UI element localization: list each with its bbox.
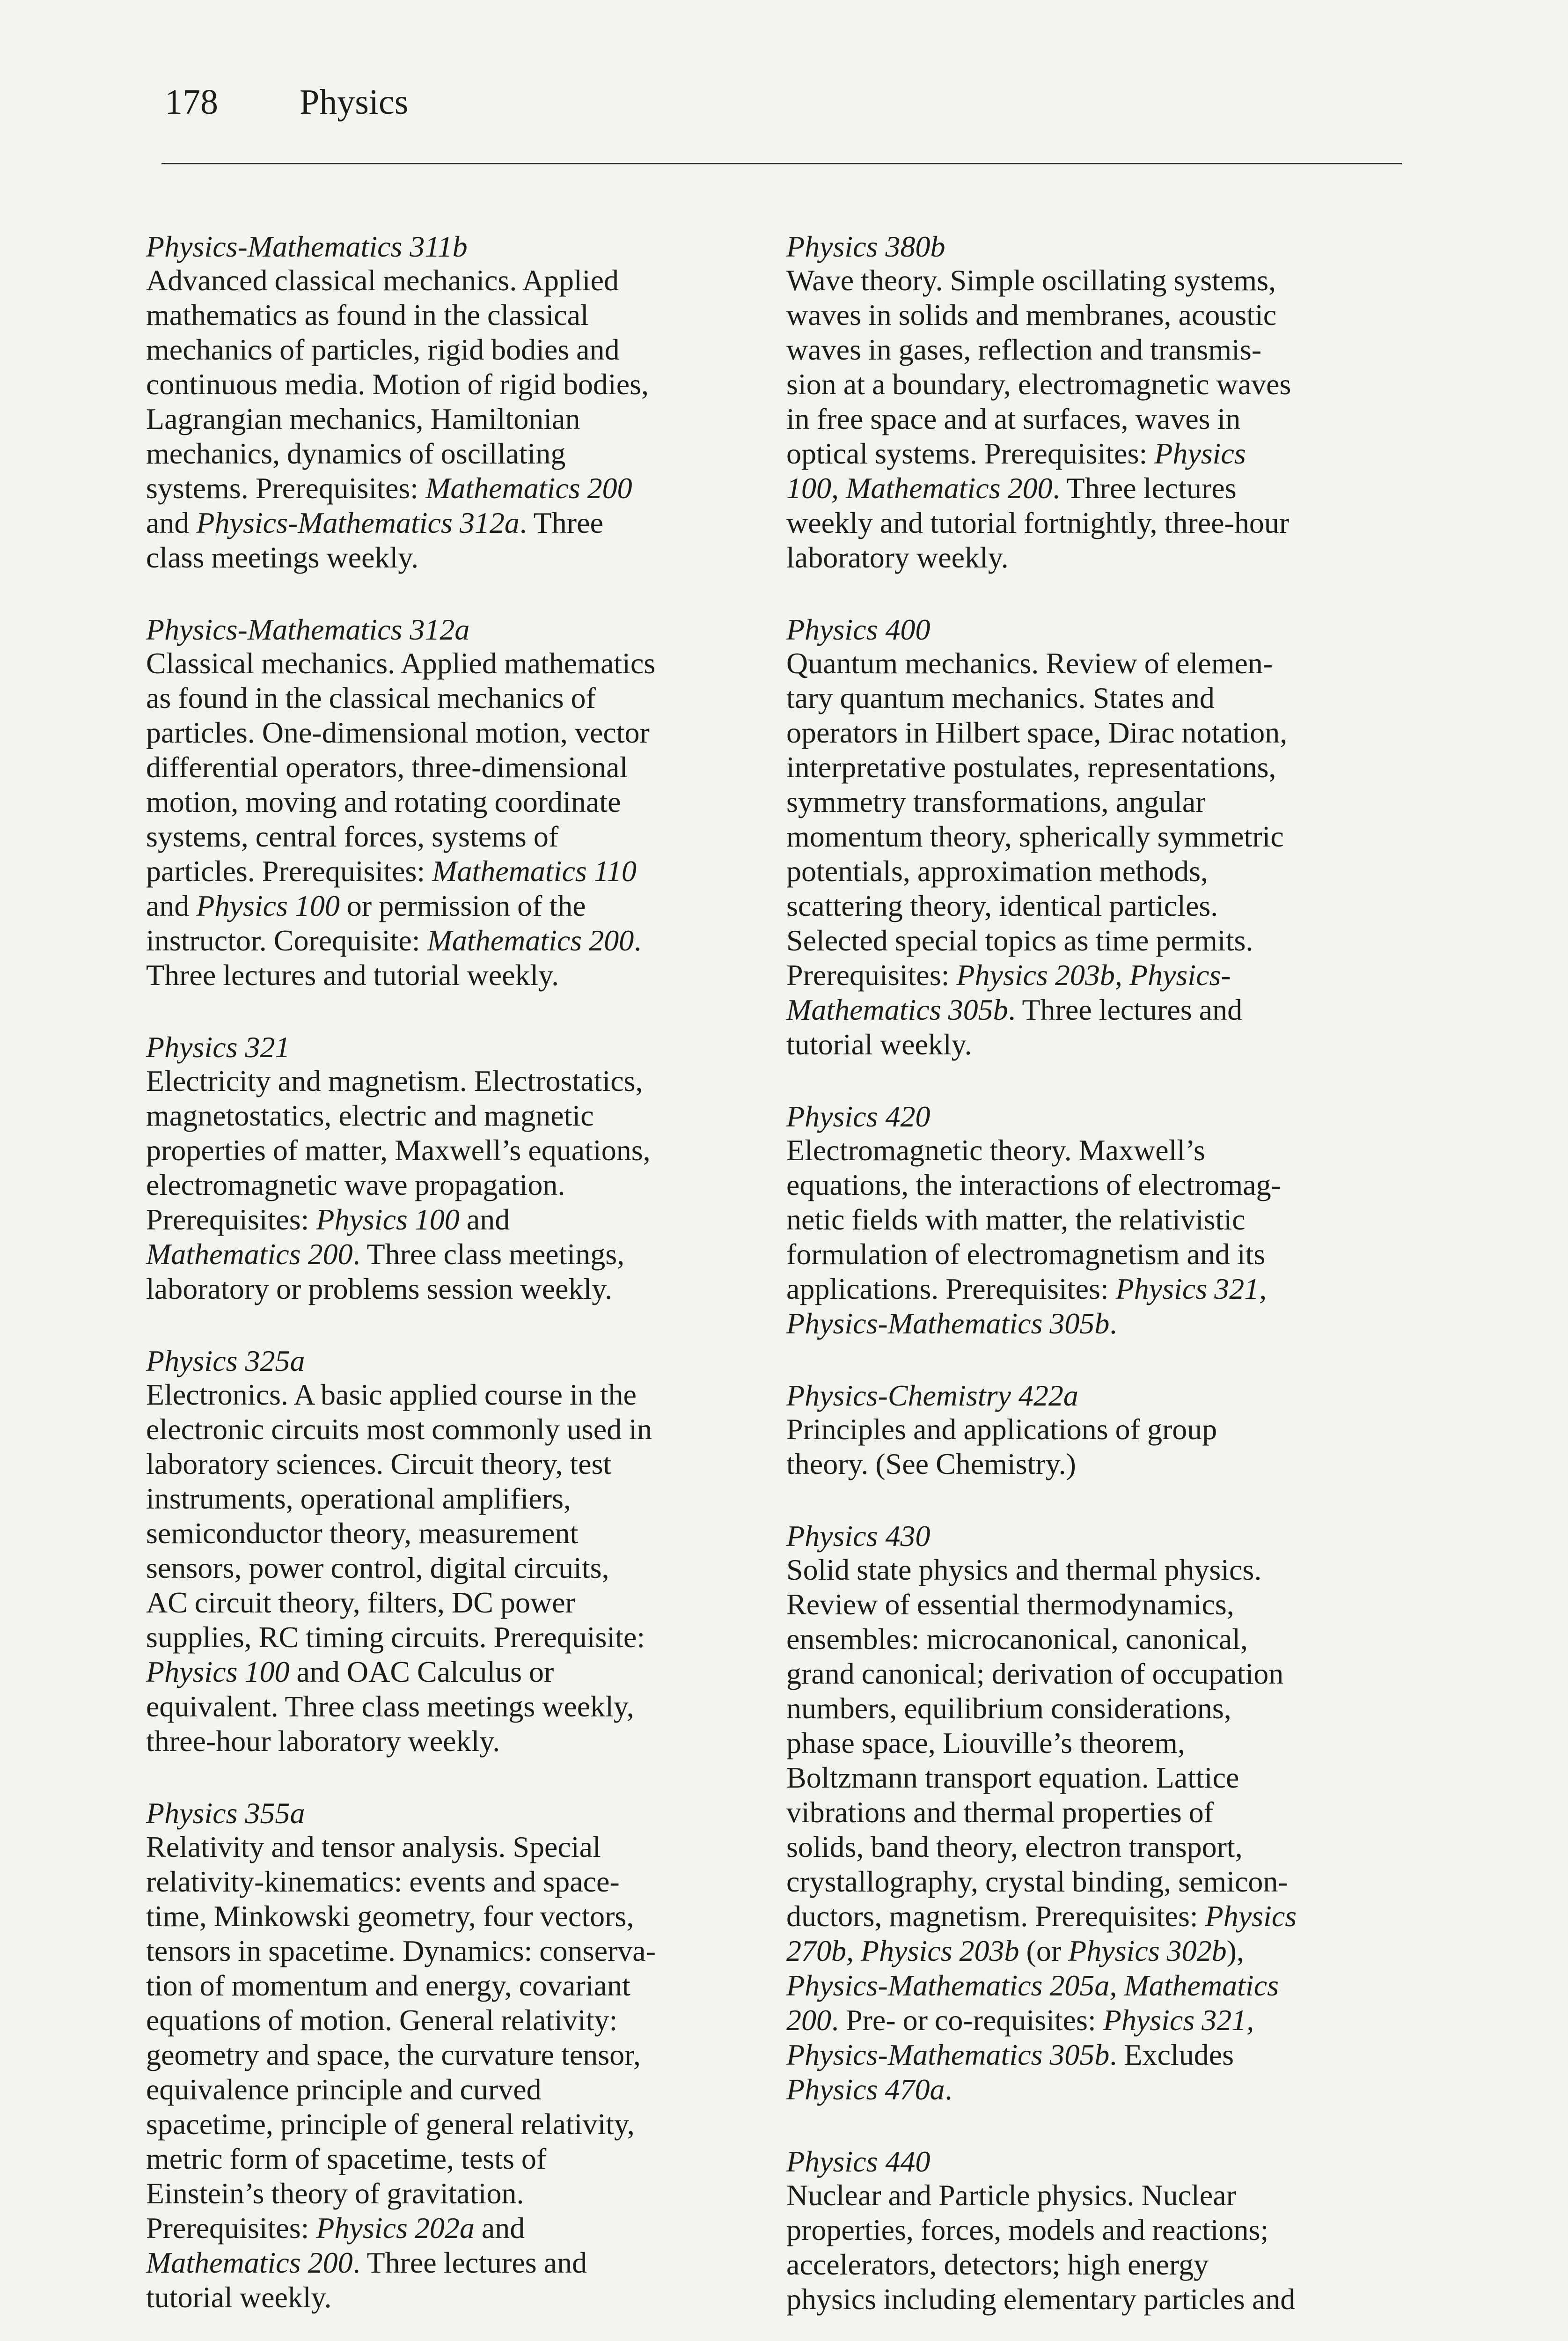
course-description-line: spacetime, principle of general relativity, [146,2107,635,2141]
left-column [146,230,773,2341]
course-description-line: tary quantum mechanics. States and [786,681,1215,714]
course-description-line: Advanced classical mechanics. Applied [146,264,619,297]
course-description-line: momentum theory, spherically symmetric [786,820,1284,853]
course-description-line: class meetings weekly. [146,541,419,574]
course-description-line: electronic circuits most commonly used in [146,1413,652,1446]
course-description-line: laboratory sciences. Circuit theory, test [146,1447,612,1480]
course-description-line: tion of momentum and energy, covariant [146,1969,630,2002]
course-description-line: continuous media. Motion of rigid bodies, [146,368,649,401]
course-description-line: instructor. Corequisite: Mathematics 200. [146,924,642,957]
course-description-line: Principles and applications of group [786,1413,1217,1446]
course-description-line: Boltzmann transport equation. Lattice [786,1761,1239,1794]
course-description-line: sion at a boundary, electromagnetic waves [786,368,1291,401]
course-description-line: Mathematics 200. Three class meetings, [146,1237,625,1271]
course-description-line: magnetostatics, electric and magnetic [146,1099,594,1132]
course-description-line: Lagrangian mechanics, Hamiltonian [146,402,580,435]
course-entry [146,1031,773,1306]
course-title: Physics-Mathematics 312a [146,613,470,646]
course-description-line: theory. (See Chemistry.) [786,1447,1076,1480]
course-description-line: in free space and at surfaces, waves in [786,402,1241,435]
course-description-line: properties of matter, Maxwell’s equations, [146,1134,651,1167]
course-description-line: particles. One-dimensional motion, vector [146,716,650,749]
course-entry [786,613,1414,1062]
course-title: Physics-Mathematics 311b [146,230,468,263]
course-description-line: properties, forces, models and reactions; [786,2213,1269,2246]
course-title: Physics 321 [146,1031,290,1064]
course-title: Physics 325a [146,1344,305,1377]
course-description-line: relativity-kinematics: events and space- [146,1865,620,1898]
course-description-line: equivalence principle and curved [146,2073,542,2106]
course-description-line: scattering theory, identical particles. [786,889,1218,922]
course-description-line: solids, band theory, electron transport, [786,1830,1243,1863]
course-description-line: accelerators, detectors; high energy [786,2248,1209,2281]
course-description-line: Electromagnetic theory. Maxwell’s [786,1134,1205,1167]
course-description-line: metric form of spacetime, tests of [146,2142,547,2175]
course-description-line: Prerequisites: Physics 202a and [146,2211,525,2245]
page-number: 178 [165,82,218,122]
course-description-line: tensors in spacetime. Dynamics: conserva- [146,1934,656,1967]
course-description-line: tutorial weekly. [786,1028,972,1061]
course-description-line: ductors, magnetism. Prerequisites: Physics [786,1899,1297,1933]
course-description-line: semiconductor theory, measurement [146,1516,579,1550]
course-entry [146,1797,773,2315]
running-head: Physics [300,82,409,122]
course-description-line: phase space, Liouville’s theorem, [786,1726,1185,1759]
course-description-line: geometry and space, the curvature tensor, [146,2038,641,2071]
course-description-line: crystallography, crystal binding, semicon- [786,1865,1288,1898]
course-description-line: ensembles: microcanonical, canonical, [786,1622,1248,1656]
course-description-line: operators in Hilbert space, Dirac notation, [786,716,1288,749]
right-column [786,230,1414,2341]
course-description-line: equivalent. Three class meetings weekly, [146,1690,634,1723]
course-description-line: grand canonical; derivation of occupation [786,1657,1284,1690]
course-description-line: Solid state physics and thermal physics. [786,1553,1262,1586]
course-description-line: time, Minkowski geometry, four vectors, [146,1899,634,1933]
course-description-line: potentials, approximation methods, [786,854,1208,888]
course-description-line: Mathematics 200. Three lectures and [146,2246,587,2279]
course-description-line: Relativity and tensor analysis. Special [146,1830,601,1863]
course-title: Physics 380b [786,230,945,263]
course-entry [786,2145,1414,2317]
course-description-line: weekly and tutorial fortnightly, three-hour [786,506,1290,539]
course-description-line: instruments, operational amplifiers, [146,1482,571,1515]
course-title: Physics-Chemistry 422a [786,1379,1078,1412]
course-description-line: Einstein’s theory of gravitation. [146,2177,524,2210]
course-description-line: Selected special topics as time permits. [786,924,1253,957]
course-description-line: Physics 470a. [786,2073,953,2106]
course-description-line: supplies, RC timing circuits. Prerequisite: [146,1620,645,1654]
course-title: Physics 440 [786,2145,931,2178]
course-description-line: 270b, Physics 203b (or Physics 302b), [786,1934,1244,1967]
course-description-line: mechanics, dynamics of oscillating [146,437,566,470]
course-description-line: vibrations and thermal properties of [786,1796,1214,1829]
course-description-line: differential operators, three-dimensional [146,751,628,784]
course-description-line: Electricity and magnetism. Electrostatics, [146,1064,643,1097]
course-description-line: Physics 100 and OAC Calculus or [146,1655,554,1688]
course-description-line: interpretative postulates, representations, [786,751,1276,784]
course-description-line: Prerequisites: Physics 100 and [146,1203,510,1236]
course-description-line: 200. Pre- or co-requisites: Physics 321, [786,2003,1254,2037]
course-description-line: applications. Prerequisites: Physics 321, [786,1272,1267,1305]
course-description-line: equations, the interactions of electromag- [786,1168,1281,1201]
course-description-line: Three lectures and tutorial weekly. [146,958,559,992]
course-description-line: laboratory or problems session weekly. [146,1272,613,1305]
course-description-line: AC circuit theory, filters, DC power [146,1586,575,1619]
course-description-line: mathematics as found in the classical [146,298,589,331]
course-description-line: Mathematics 305b. Three lectures and [786,993,1243,1026]
course-description-line: sensors, power control, digital circuits, [146,1551,609,1584]
course-description-line: physics including elementary particles and [786,2282,1296,2316]
course-title: Physics 430 [786,1519,931,1553]
course-description-line: electromagnetic wave propagation. [146,1168,565,1201]
course-description-line: three-hour laboratory weekly. [146,1724,500,1758]
course-description-line: equations of motion. General relativity: [146,2003,618,2037]
course-description-line: and Physics-Mathematics 312a. Three [146,506,603,539]
course-entry [146,1345,773,1759]
course-title: Physics 400 [786,613,931,646]
course-description-line: particles. Prerequisites: Mathematics 110 [146,854,637,888]
course-description-line: Electronics. A basic applied course in the [146,1378,637,1411]
course-description-line: Nuclear and Particle physics. Nuclear [786,2179,1236,2212]
course-description-line: Wave theory. Simple oscillating systems, [786,264,1276,297]
course-description-line: Classical mechanics. Applied mathematics [146,647,656,680]
course-description-line: laboratory weekly. [786,541,1009,574]
course-description-line: systems. Prerequisites: Mathematics 200 [146,471,632,505]
course-description-line: systems, central forces, systems of [146,820,559,853]
course-description-line: waves in gases, reflection and transmis- [786,333,1262,366]
course-description-line: Physics-Mathematics 305b. [786,1307,1117,1340]
course-description-line: mechanics of particles, rigid bodies and [146,333,620,366]
course-description-line: formulation of electromagnetism and its [786,1237,1266,1271]
course-entry [786,1100,1414,1341]
course-description-line: Review of essential thermodynamics, [786,1588,1234,1621]
course-entry [786,230,1414,575]
course-description-line: and Physics 100 or permission of the [146,889,586,922]
course-description-line: tutorial weekly. [146,2281,332,2314]
course-description-line: netic fields with matter, the relativistic [786,1203,1246,1236]
course-description-line: symmetry transformations, angular [786,785,1206,818]
course-description-line: as found in the classical mechanics of [146,681,596,714]
course-description-line: optical systems. Prerequisites: Physics [786,437,1246,470]
course-description-line: Physics-Mathematics 205a, Mathematics [786,1969,1279,2002]
course-entry [146,230,773,575]
course-description-line: numbers, equilibrium considerations, [786,1692,1231,1725]
course-description-line: 100, Mathematics 200. Three lectures [786,471,1237,505]
course-title: Physics 355a [146,1796,305,1830]
course-entry [786,1520,1414,2107]
course-description-line: Physics-Mathematics 305b. Excludes [786,2038,1234,2071]
course-entry [786,1379,1414,1481]
course-description-line: Quantum mechanics. Review of elemen- [786,647,1273,680]
course-description-line: Prerequisites: Physics 203b, Physics- [786,958,1231,992]
course-title: Physics 420 [786,1100,931,1133]
course-entry [146,613,773,993]
course-description-line: waves in solids and membranes, acoustic [786,298,1277,331]
course-description-line: motion, moving and rotating coordinate [146,785,621,818]
header-divider [161,163,1402,164]
